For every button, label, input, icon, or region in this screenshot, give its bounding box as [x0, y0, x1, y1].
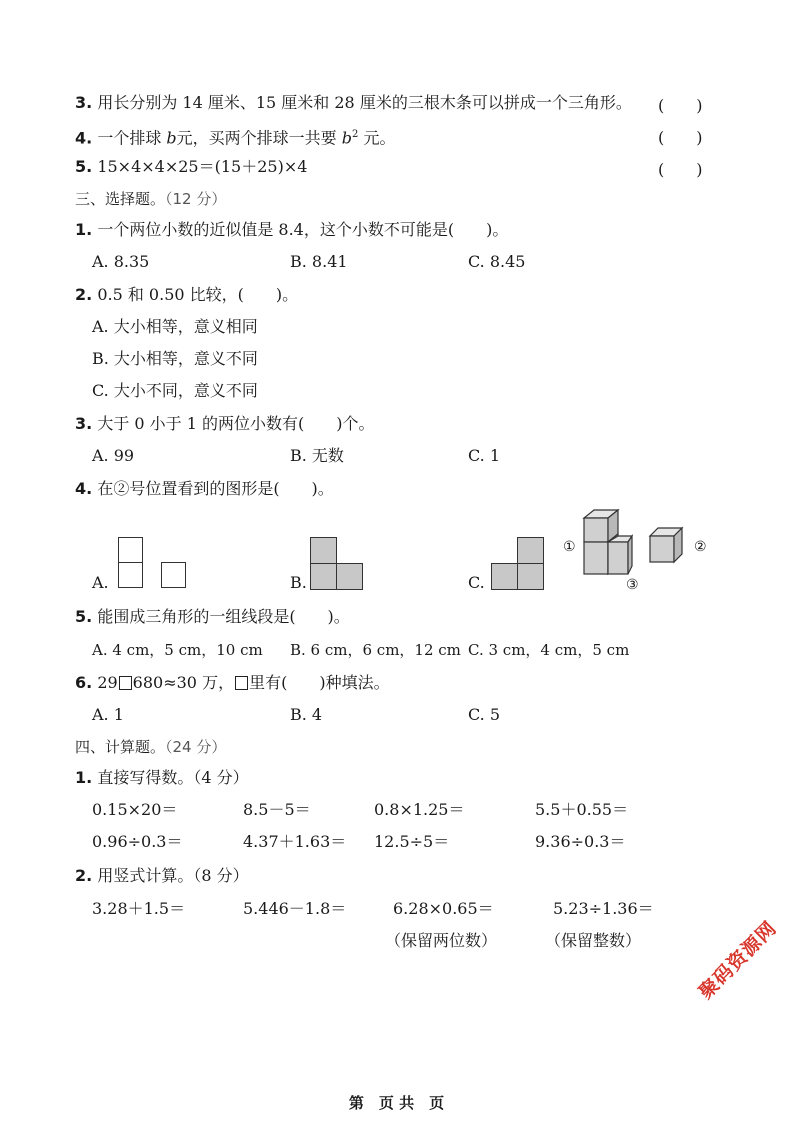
calc-item[interactable]: 5.23÷1.36＝: [553, 899, 654, 918]
calc-item[interactable]: 5.446－1.8＝: [243, 899, 347, 918]
option-b[interactable]: B. 无数: [290, 446, 344, 465]
variable-b: b: [166, 128, 177, 148]
question-number: 3.: [75, 93, 93, 112]
option-b-label[interactable]: B.: [290, 573, 307, 592]
option-c[interactable]: C. 8.45: [468, 252, 526, 271]
answer-paren[interactable]: ( ): [658, 128, 703, 147]
question-number: 2.: [75, 866, 93, 885]
judge-q4: 4. 一个排球 b元，买两个排球一共要 $b^2$ 元。: [75, 128, 396, 148]
choice-q3: [75, 414, 375, 434]
calc-item[interactable]: 9.36÷0.3＝: [535, 832, 626, 851]
option-b[interactable]: B. 4: [290, 705, 323, 724]
choice-q5: [75, 607, 350, 627]
judge-q3: [75, 93, 632, 113]
calc-note: （保留整数）: [545, 931, 642, 950]
section-score: （12 分）: [165, 190, 227, 208]
question-number: 5.: [75, 607, 93, 626]
calc-item[interactable]: 3.28＋1.5＝: [92, 899, 186, 918]
question-number: 4.: [75, 128, 93, 148]
question-number: 5.: [75, 157, 93, 176]
question-text: 在②号位置看到的图形是( )。: [97, 479, 334, 498]
option-a[interactable]: A. 99: [92, 446, 135, 465]
question-number: 6.: [75, 673, 93, 692]
calc-item[interactable]: 0.96÷0.3＝: [92, 832, 183, 851]
section-three-heading: [75, 189, 226, 209]
position-label-1: ①: [563, 539, 576, 555]
page-footer: 第 页 共 页: [348, 1094, 445, 1112]
calc-item[interactable]: 5.5＋0.55＝: [535, 800, 629, 819]
choice-q2: [75, 285, 298, 305]
option-b[interactable]: B. 6 cm，6 cm，12 cm: [290, 641, 461, 659]
question-number: 1.: [75, 220, 93, 239]
question-text: 用竖式计算。（8 分）: [97, 866, 249, 885]
question-text-c: 里有( )种填法。: [249, 673, 390, 692]
option-b[interactable]: B. 大小相等，意义不同: [92, 349, 258, 368]
blank-box[interactable]: [235, 676, 248, 690]
position-label-3: ③: [626, 577, 639, 593]
calc-note: （保留两位数）: [385, 931, 498, 950]
option-a[interactable]: A. 大小相等，意义相同: [92, 317, 258, 336]
blank-box[interactable]: [119, 676, 132, 690]
option-c[interactable]: C. 3 cm，4 cm，5 cm: [468, 641, 630, 659]
question-number: 1.: [75, 768, 93, 787]
calc-item[interactable]: 0.15×20＝: [92, 800, 178, 819]
calc-item[interactable]: 4.37＋1.63＝: [243, 832, 347, 851]
option-a[interactable]: A. 1: [92, 705, 124, 724]
calc-item[interactable]: 8.5－5＝: [243, 800, 311, 819]
question-text: 用长分别为 14 厘米、15 厘米和 28 厘米的三根木条可以拼成一个三角形。: [97, 93, 632, 112]
option-a[interactable]: A. 8.35: [92, 252, 150, 271]
section-four-heading: [75, 737, 226, 757]
option-a[interactable]: A. 4 cm，5 cm，10 cm: [92, 641, 263, 659]
section-title: 三、选择题。: [75, 190, 166, 208]
question-number: 4.: [75, 479, 93, 498]
question-text-b: 元，买两个排球一共要: [176, 128, 337, 148]
calc-item[interactable]: 0.8×1.25＝: [374, 800, 465, 819]
position-label-2: ②: [694, 539, 707, 555]
choice-q1: [75, 220, 508, 240]
exponent: 2: [352, 129, 359, 140]
question-text: 15×4×4×25＝(15＋25)×4: [97, 157, 308, 176]
question-number: 3.: [75, 414, 93, 433]
question-text: 能围成三角形的一组线段是( )。: [97, 607, 350, 626]
option-c[interactable]: C. 1: [468, 446, 501, 465]
question-text-a: 一个排球: [97, 128, 162, 148]
watermark-logo: 聚码资源网: [694, 917, 782, 1004]
question-text: 直接写得数。（4 分）: [97, 768, 249, 787]
option-c[interactable]: C. 5: [468, 705, 501, 724]
option-a-label[interactable]: A.: [92, 573, 109, 592]
cube-arrangement: [578, 506, 693, 578]
section-score: （24 分）: [165, 738, 227, 756]
calc-item[interactable]: 6.28×0.65＝: [393, 899, 494, 918]
option-b[interactable]: B. 8.41: [290, 252, 348, 271]
question-text-b: 680≈30 万，: [132, 673, 235, 692]
question-text: 0.5 和 0.50 比较，( )。: [97, 285, 299, 304]
option-c-label[interactable]: C.: [468, 573, 485, 592]
calc-q2: [75, 866, 249, 886]
section-title: 四、计算题。: [75, 738, 166, 756]
calc-item[interactable]: 12.5÷5＝: [374, 832, 450, 851]
question-text-c: 元。: [363, 128, 396, 148]
calc-q1: [75, 768, 249, 788]
question-text-a: 29: [97, 673, 118, 692]
answer-paren[interactable]: ( ): [658, 160, 703, 179]
answer-paren[interactable]: ( ): [658, 96, 703, 115]
judge-q5: [75, 157, 307, 177]
option-c[interactable]: C. 大小不同，意义不同: [92, 381, 258, 400]
question-number: 2.: [75, 285, 93, 304]
question-text: 大于 0 小于 1 的两位小数有( )个。: [97, 414, 375, 433]
choice-q4: [75, 479, 334, 499]
choice-q6: [75, 673, 390, 693]
question-text: 一个两位小数的近似值是 8.4，这个小数不可能是( )。: [97, 220, 509, 239]
